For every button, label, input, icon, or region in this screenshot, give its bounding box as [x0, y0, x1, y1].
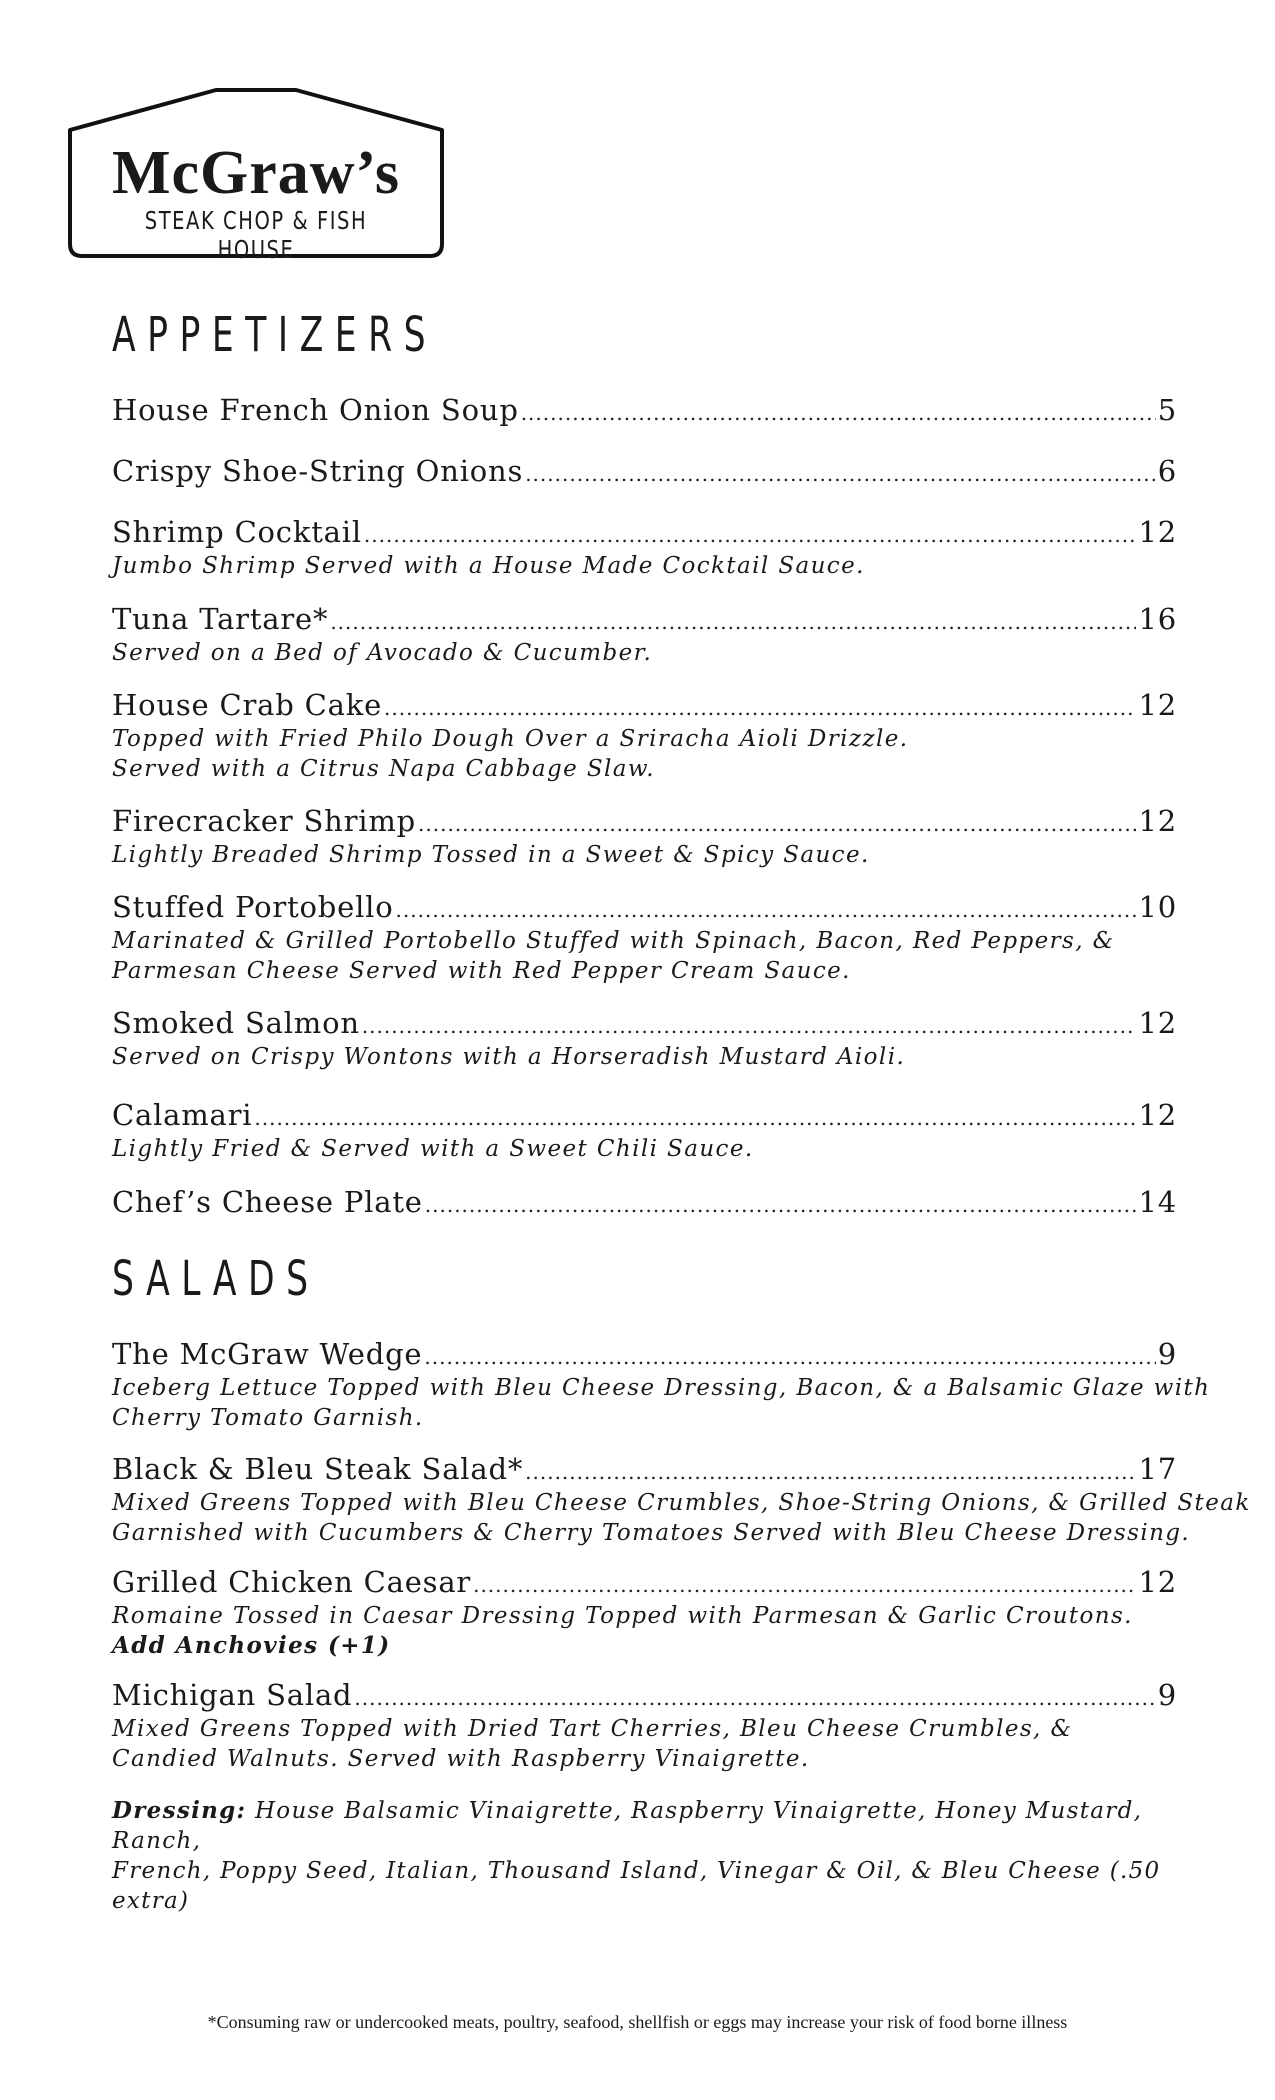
item-name: House Crab Cake [112, 688, 383, 722]
item-price: 5 [1157, 393, 1177, 427]
item-price: 6 [1157, 454, 1177, 488]
item-description: Mixed Greens Topped with Dried Tart Cherries, Bleu Cheese Crumbles, & [112, 1716, 1073, 1742]
item-description: Served on a Bed of Avocado & Cucumber. [112, 640, 653, 666]
dot-leader [254, 1099, 1136, 1137]
item-description: Jumbo Shrimp Served with a House Made Cocktail Sauce. [112, 553, 865, 579]
item-price: 12 [1138, 804, 1177, 838]
item-price: 12 [1138, 1098, 1177, 1132]
item-price: 12 [1138, 1565, 1177, 1599]
item-description: Mixed Greens Topped with Bleu Cheese Crumbles, Shoe-String Onions, & Grilled Steak [112, 1490, 1251, 1516]
item-description: Lightly Fried & Served with a Sweet Chili Sauce. [112, 1136, 754, 1162]
menu-item-stuffed-portobello [112, 888, 1177, 986]
menu-item-chefs-cheese-plate [112, 1183, 1177, 1221]
menu-item-house-crab-cake [112, 686, 1177, 784]
menu-item-firecracker-shrimp [112, 802, 1177, 870]
item-name: Firecracker Shrimp [112, 804, 417, 838]
item-name: Crispy Shoe-String Onions [112, 454, 524, 488]
item-price: 12 [1138, 1006, 1177, 1040]
dressing-label: Dressing: [112, 1797, 247, 1824]
restaurant-logo [66, 86, 446, 264]
dot-leader [364, 516, 1137, 554]
item-description: Marinated & Grilled Portobello Stuffed with Spinach, Bacon, Red Peppers, & [112, 928, 1115, 954]
item-name: House French Onion Soup [112, 393, 519, 427]
menu-item-the-mcgraw-wedge [112, 1335, 1211, 1433]
item-price: 14 [1138, 1185, 1177, 1219]
menu-item-smoked-salmon [112, 1004, 1177, 1072]
dot-leader [330, 603, 1136, 641]
item-description: Candied Walnuts. Served with Raspberry Vinaigrette. [112, 1746, 810, 1772]
dot-leader [354, 1679, 1155, 1717]
dot-leader [525, 455, 1156, 493]
item-name: Michigan Salad [112, 1678, 353, 1712]
menu-item-crispy-shoe-string-onions [112, 452, 1177, 490]
menu-item-grilled-chicken-caesar [112, 1563, 1177, 1661]
logo-name: McGraw’s [111, 139, 401, 207]
item-price: 12 [1138, 688, 1177, 722]
item-description: Cherry Tomato Garnish. [112, 1405, 424, 1431]
appetizers-heading: APPETIZERS [112, 307, 438, 363]
dot-leader [525, 1453, 1136, 1491]
menu-item-black-and-bleu-steak-salad [112, 1450, 1251, 1548]
dressing-options [112, 1796, 1177, 1916]
menu-item-michigan-salad [112, 1676, 1177, 1774]
item-name: Tuna Tartare* [112, 602, 329, 636]
item-description: Served on Crispy Wontons with a Horseradish Mustard Aioli. [112, 1044, 906, 1070]
item-description: Parmesan Cheese Served with Red Pepper Cream Sauce. [112, 958, 851, 984]
item-name: Stuffed Portobello [112, 890, 394, 924]
item-price: 17 [1138, 1452, 1177, 1486]
item-description: Served with a Citrus Napa Cabbage Slaw. [112, 756, 655, 782]
item-description: Iceberg Lettuce Topped with Bleu Cheese Dressing, Bacon, & a Balsamic Glaze with [112, 1375, 1211, 1401]
dot-leader [384, 689, 1136, 727]
dot-leader [425, 1186, 1137, 1224]
item-price: 12 [1138, 515, 1177, 549]
item-name: Calamari [112, 1098, 253, 1132]
item-name: Smoked Salmon [112, 1006, 360, 1040]
dressing-list: House Balsamic Vinaigrette, Raspberry Vinaigrette, Honey Mustard, Ranch, [112, 1798, 1143, 1854]
menu-item-calamari [112, 1096, 1177, 1164]
item-name: Chef’s Cheese Plate [112, 1185, 423, 1219]
dot-leader [396, 891, 1137, 929]
item-add-on: Add Anchovies (+1) [112, 1632, 391, 1659]
logo-subtitle: STEAK CHOP & FISH HOUSE [144, 206, 368, 264]
item-price: 16 [1138, 602, 1177, 636]
menu-item-tuna-tartare [112, 600, 1177, 668]
item-description: Topped with Fried Philo Dough Over a Sriracha Aioli Drizzle. [112, 726, 909, 752]
item-name: Grilled Chicken Caesar [112, 1565, 472, 1599]
dot-leader [473, 1566, 1136, 1604]
item-description: Romaine Tossed in Caesar Dressing Topped with Parmesan & Garlic Croutons. [112, 1603, 1133, 1629]
item-name: Shrimp Cocktail [112, 515, 362, 549]
item-price: 9 [1157, 1678, 1177, 1712]
dot-leader [521, 394, 1156, 432]
salads-heading: SALADS [112, 1251, 320, 1307]
item-price: 10 [1138, 890, 1177, 924]
item-description: Lightly Breaded Shrimp Tossed in a Sweet & Spicy Sauce. [112, 842, 870, 868]
dot-leader [424, 1338, 1155, 1376]
dot-leader [418, 805, 1136, 843]
item-price: 9 [1157, 1337, 1177, 1371]
dressing-list-cont: French, Poppy Seed, Italian, Thousand Island, Vinegar & Oil, & Bleu Cheese (.50 extra) [112, 1858, 1161, 1914]
item-description: Garnished with Cucumbers & Cherry Tomatoes Served with Bleu Cheese Dressing. [112, 1520, 1191, 1546]
item-name: Black & Bleu Steak Salad* [112, 1452, 524, 1486]
food-safety-footnote: *Consuming raw or undercooked meats, poultry, seafood, shellfish or eggs may increase your risk of food borne illness [207, 2012, 1068, 2032]
item-name: The McGraw Wedge [112, 1337, 423, 1371]
menu-item-house-french-onion-soup [112, 391, 1177, 429]
dot-leader [362, 1007, 1137, 1045]
menu-item-shrimp-cocktail [112, 513, 1177, 581]
